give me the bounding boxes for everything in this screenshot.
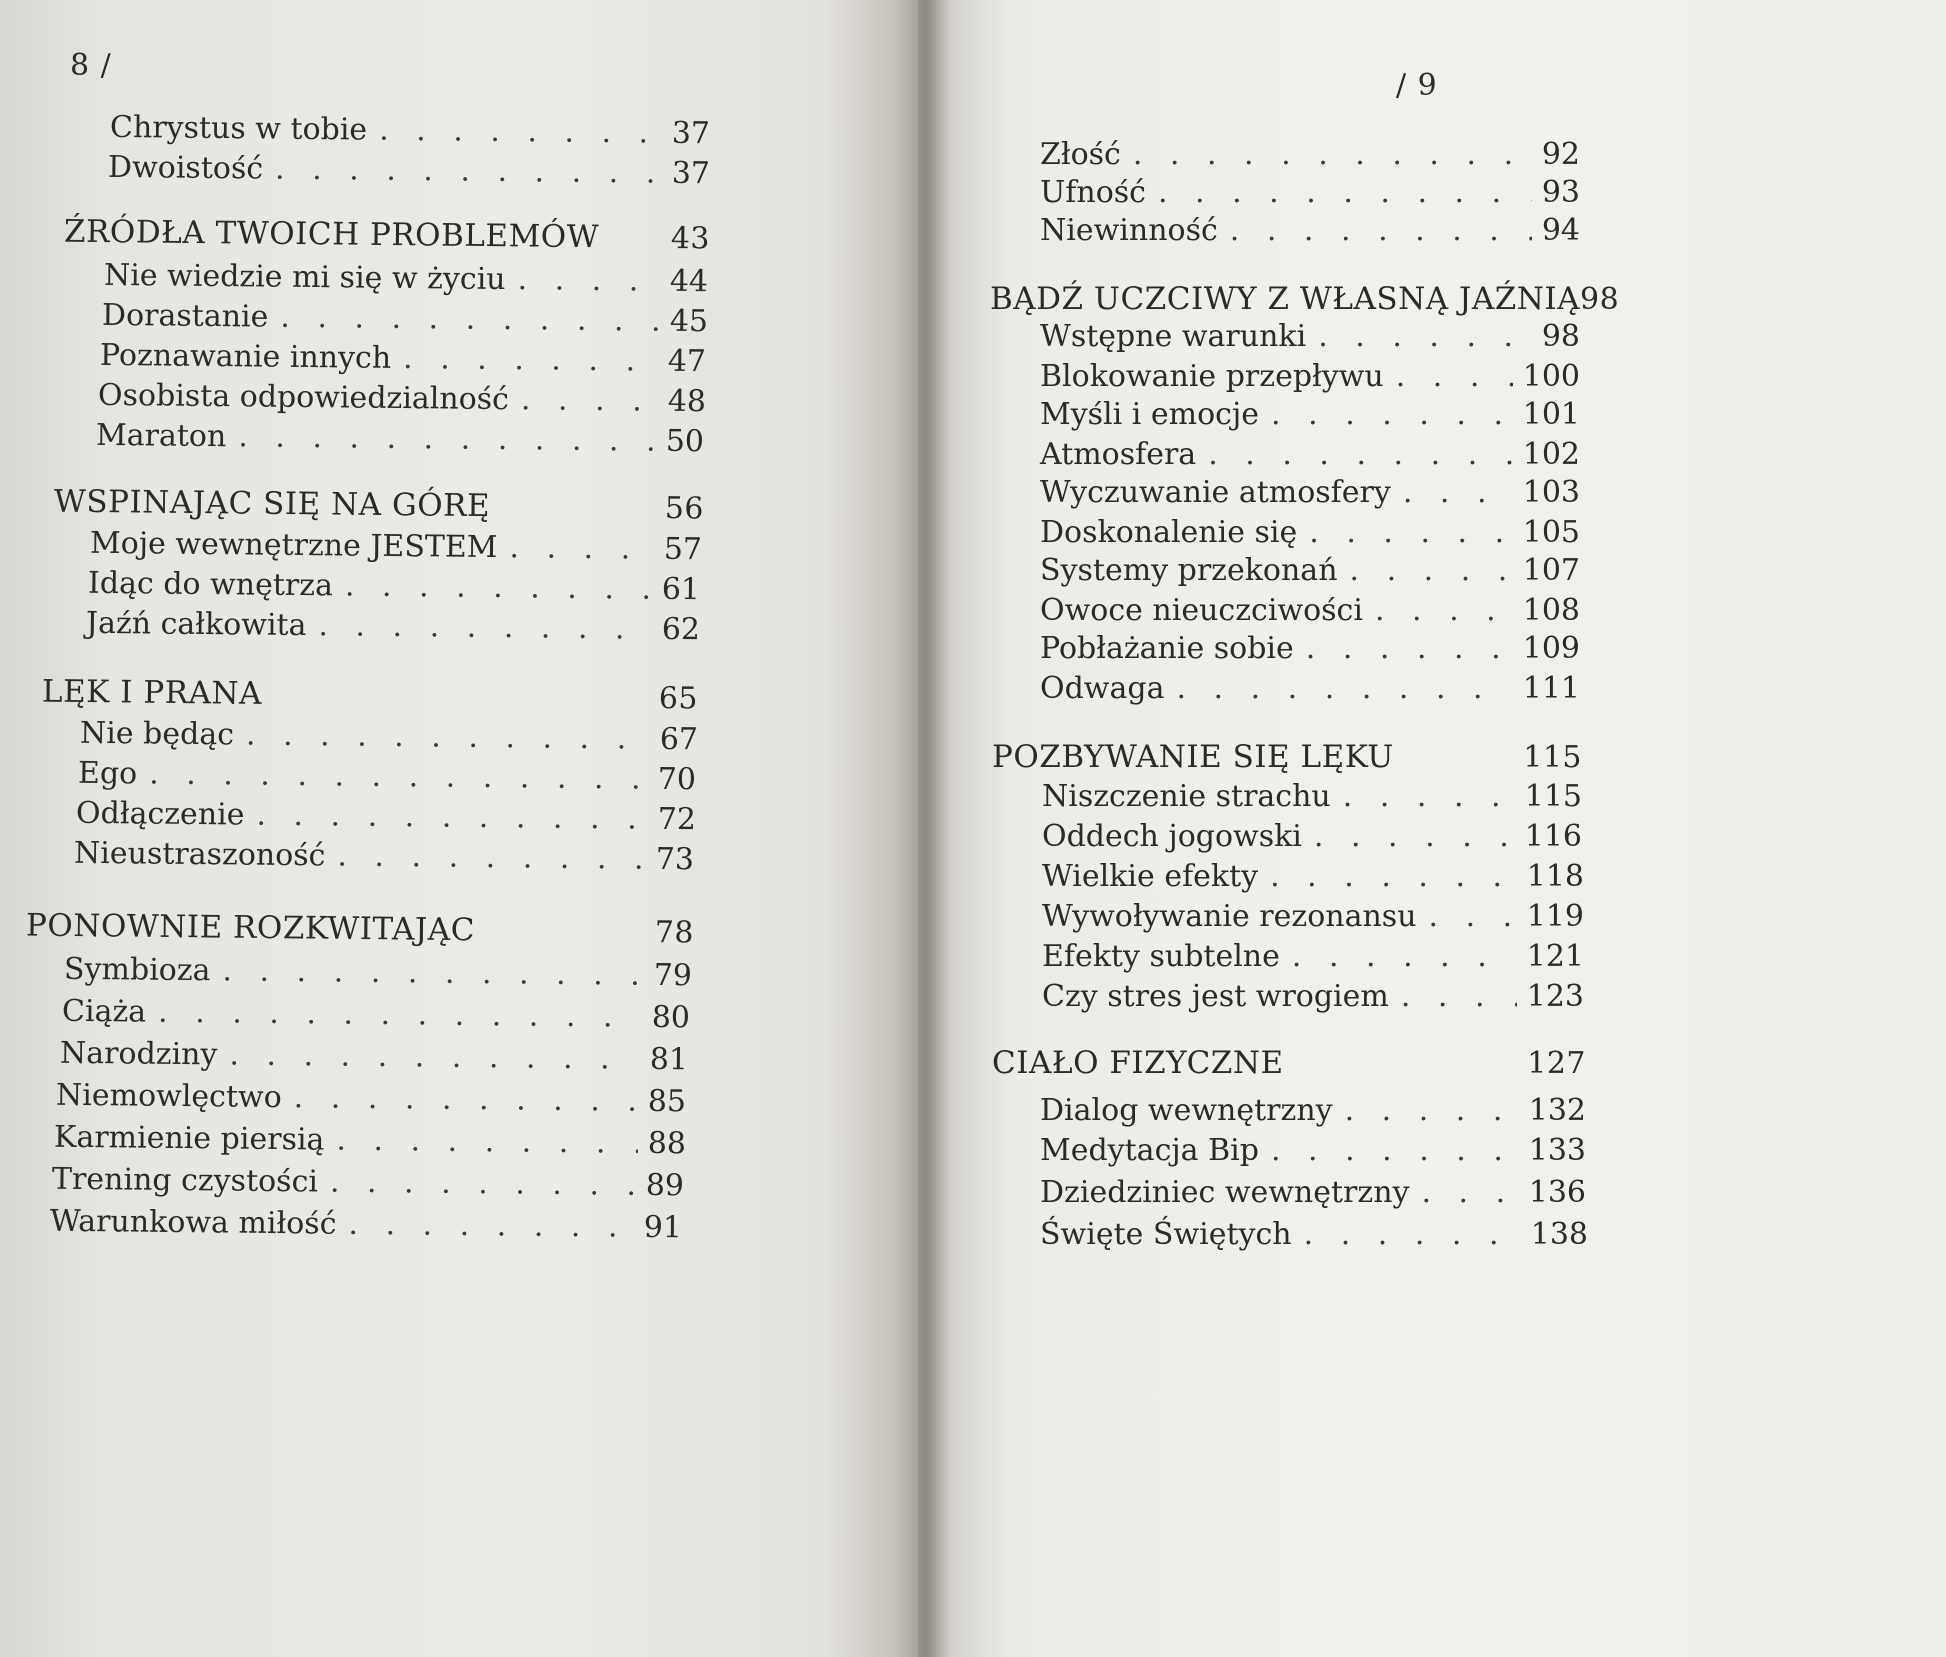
toc-entry-label: Pobłażanie sobie — [1040, 631, 1294, 666]
toc-entry — [51, 1161, 685, 1204]
toc-entry-page: 72 — [657, 801, 697, 838]
toc-entry-page: 116 — [1524, 819, 1582, 854]
section-page: 43 — [670, 220, 711, 257]
toc-entry-label: Niewinność — [1040, 213, 1218, 248]
toc-entry — [109, 109, 711, 152]
toc-entry — [1040, 593, 1580, 628]
toc-entry — [87, 565, 701, 608]
toc-entry-label: Atmosfera — [1040, 437, 1197, 472]
toc-entry-label: Systemy przekonań — [1040, 553, 1338, 588]
leader-dots — [1158, 178, 1532, 208]
toc-section-heading — [25, 907, 695, 951]
leader-dots — [345, 571, 652, 604]
leader-dots — [149, 760, 648, 795]
toc-entry — [73, 835, 695, 878]
toc-entry — [61, 993, 691, 1036]
toc-entry-label: Święte Świętych — [1040, 1217, 1292, 1252]
leader-dots — [1318, 322, 1532, 352]
section-title: WSPINAJĄC SIĘ NA GÓRĘ — [53, 483, 491, 525]
toc-entry-label: Nie wiedzie mi się w życiu — [103, 257, 506, 298]
toc-entry-page: 109 — [1522, 631, 1580, 666]
leader-dots — [521, 385, 658, 416]
toc-entry — [1040, 1093, 1586, 1128]
toc-entry-page: 70 — [657, 761, 697, 798]
toc-entry — [85, 605, 701, 648]
toc-section-heading — [990, 281, 1620, 317]
toc-entry — [1040, 359, 1580, 394]
toc-entry-label: Doskonalenie się — [1040, 515, 1298, 550]
toc-entry — [59, 1035, 689, 1078]
toc-entry-page: 123 — [1526, 979, 1584, 1014]
toc-entry-page: 105 — [1522, 515, 1580, 550]
toc-entry — [63, 951, 693, 994]
toc-entry-page: 47 — [667, 343, 707, 380]
leader-dots — [246, 721, 650, 755]
toc-entry-label: Symbioza — [63, 951, 211, 989]
toc-section-heading — [992, 1045, 1586, 1081]
toc-entry — [1042, 859, 1584, 894]
toc-entry-label: Moje wewnętrzne JESTEM — [89, 525, 498, 566]
toc-section-heading — [992, 739, 1582, 775]
toc-entry-page: 107 — [1522, 553, 1580, 588]
leader-dots — [1314, 822, 1515, 852]
toc-entry-label: Czy stres jest wrogiem — [1042, 979, 1389, 1014]
leader-dots — [1292, 942, 1517, 972]
leader-dots — [158, 998, 642, 1033]
section-page: 78 — [654, 915, 695, 951]
toc-entry — [1040, 397, 1580, 432]
leader-dots — [1270, 862, 1517, 892]
toc-entry-page: 45 — [669, 303, 709, 340]
toc-entry-label: Wywoływanie rezonansu — [1042, 899, 1417, 934]
toc-entry-page: 80 — [651, 999, 691, 1036]
leader-dots — [330, 1168, 636, 1201]
leader-dots — [1429, 902, 1517, 932]
section-page: 98 — [1580, 282, 1620, 317]
toc-entry — [107, 149, 711, 192]
toc-section-heading — [41, 673, 699, 717]
toc-entry-label: Oddech jogowski — [1042, 819, 1302, 854]
section-title: LĘK I PRANA — [41, 673, 263, 712]
leader-dots — [348, 1210, 634, 1243]
leader-dots — [280, 303, 660, 337]
toc-entry-page: 132 — [1528, 1093, 1586, 1128]
toc-entry — [1040, 1217, 1588, 1252]
section-page: 127 — [1527, 1046, 1586, 1081]
toc-entry — [99, 337, 707, 380]
toc-entry-page: 85 — [647, 1083, 687, 1120]
toc-entry-label: Wyczuwanie atmosfery — [1040, 475, 1391, 510]
toc-entry-label: Osobista odpowiedzialność — [97, 377, 510, 418]
leader-dots — [1176, 674, 1512, 704]
toc-entry-page: 73 — [655, 841, 695, 878]
toc-entry-page: 115 — [1524, 779, 1582, 814]
toc-entry-page: 102 — [1522, 437, 1580, 472]
toc-entry — [53, 1119, 687, 1162]
leader-dots — [1375, 596, 1513, 626]
toc-entry — [1040, 631, 1580, 666]
toc-entry-label: Dorastanie — [101, 297, 269, 335]
toc-entry-label: Wstępne warunki — [1040, 319, 1307, 354]
toc-entry — [75, 795, 697, 838]
leader-dots — [1208, 440, 1513, 470]
toc-entry — [77, 755, 697, 798]
toc-entry-label: Dwoistość — [107, 149, 264, 187]
leader-dots — [1306, 634, 1513, 664]
leader-dots — [1421, 1178, 1518, 1208]
toc-entry — [95, 417, 705, 460]
toc-entry — [97, 377, 707, 420]
toc-entry-page: 108 — [1522, 593, 1580, 628]
toc-entry-page: 111 — [1522, 671, 1580, 706]
toc-entry — [1040, 137, 1580, 172]
leader-dots — [379, 116, 662, 149]
toc-entry-page: 44 — [669, 263, 709, 300]
toc-entry — [1040, 515, 1580, 550]
toc-entry — [1040, 213, 1580, 248]
toc-entry-label: Dziedziniec wewnętrzny — [1040, 1175, 1410, 1210]
toc-entry-label: Medytacja Bip — [1040, 1133, 1259, 1168]
toc-entry-page: 100 — [1522, 359, 1580, 394]
section-page: 65 — [658, 681, 699, 717]
toc-entry — [1040, 1175, 1586, 1210]
toc-entry — [1040, 671, 1580, 706]
toc-entry-page: 81 — [649, 1041, 689, 1078]
toc-entry-page: 62 — [661, 611, 701, 648]
leader-dots — [1271, 400, 1513, 430]
toc-entry-page: 94 — [1541, 213, 1580, 248]
toc-entry-page: 79 — [653, 957, 693, 994]
leader-dots — [509, 533, 654, 565]
right-page — [918, 0, 1946, 1657]
toc-entry-page: 98 — [1541, 319, 1580, 354]
leader-dots — [1345, 1096, 1519, 1126]
leader-dots — [1304, 1220, 1521, 1250]
section-title: ŹRÓDŁA TWOICH PROBLEMÓW — [63, 213, 600, 256]
toc-entry-label: Karmienie piersią — [53, 1119, 325, 1158]
toc-entry — [55, 1077, 687, 1120]
toc-entry-label: Trening czystości — [51, 1161, 319, 1200]
toc-entry — [1040, 175, 1580, 210]
toc-entry — [1040, 437, 1580, 472]
leader-dots — [1309, 518, 1512, 548]
toc-entry-label: Ufność — [1040, 175, 1146, 210]
toc-section-heading — [53, 483, 705, 527]
toc-entry-page: 119 — [1526, 899, 1584, 934]
leader-dots — [1271, 1136, 1519, 1166]
toc-entry-label: Nieustraszoność — [73, 835, 326, 874]
toc-entry-label: Chrystus w tobie — [109, 109, 368, 148]
section-title: BĄDŹ UCZCIWY Z WŁASNĄ JAŹNIĄ — [990, 281, 1581, 317]
leader-dots — [337, 842, 646, 875]
leader-dots — [256, 801, 648, 835]
toc-entry-page: 57 — [663, 531, 703, 568]
section-page: 115 — [1523, 740, 1582, 775]
toc-entry-page: 91 — [643, 1209, 683, 1246]
toc-entry — [1040, 553, 1580, 588]
right-page-folio: / 9 — [1396, 68, 1438, 103]
toc-entry-label: Odłączenie — [75, 795, 245, 833]
toc-entry-label: Owoce nieuczciwości — [1040, 593, 1363, 628]
toc-entry-page: 61 — [661, 571, 701, 608]
toc-entry-label: Blokowanie przepływu — [1040, 359, 1384, 394]
toc-entry — [1040, 1133, 1586, 1168]
toc-entry-page: 136 — [1528, 1175, 1586, 1210]
leader-dots — [1396, 362, 1513, 392]
toc-entry-label: Myśli i emocje — [1040, 397, 1260, 432]
toc-entry-page: 48 — [667, 383, 707, 420]
toc-entry-label: Narodziny — [59, 1035, 218, 1073]
toc-entry-page: 92 — [1541, 137, 1580, 172]
toc-entry — [89, 525, 703, 568]
toc-entry — [1042, 899, 1584, 934]
leader-dots — [1230, 216, 1532, 246]
toc-entry-page: 103 — [1522, 475, 1580, 510]
toc-entry-page: 37 — [671, 115, 711, 152]
toc-entry-label: Warunkowa miłość — [49, 1203, 337, 1242]
leader-dots — [238, 422, 656, 456]
toc-entry-label: Maraton — [95, 417, 227, 455]
toc-entry-label: Poznawanie innych — [99, 337, 392, 376]
toc-entry-page: 37 — [671, 155, 711, 192]
leader-dots — [318, 611, 652, 644]
section-title: CIAŁO FIZYCZNE — [992, 1045, 1284, 1081]
section-page: 56 — [664, 490, 705, 527]
toc-entry-page: 50 — [665, 423, 705, 460]
toc-entry — [1042, 819, 1582, 854]
toc-entry-page: 121 — [1526, 939, 1584, 974]
toc-entry-label: Jaźń całkowita — [85, 605, 307, 644]
toc-entry — [103, 257, 709, 300]
toc-entry — [1040, 319, 1580, 354]
toc-entry — [79, 715, 699, 758]
toc-entry — [1042, 979, 1584, 1014]
toc-entry-page: 118 — [1526, 859, 1584, 894]
leader-dots — [403, 344, 658, 377]
toc-entry-label: Ciąża — [61, 993, 147, 1030]
toc-entry-page: 133 — [1528, 1133, 1586, 1168]
toc-entry-label: Nie będąc — [79, 715, 235, 753]
leader-dots — [275, 155, 662, 189]
toc-entry — [1042, 939, 1584, 974]
toc-entry-page: 138 — [1530, 1217, 1588, 1252]
left-page-folio: 8 / — [70, 48, 112, 83]
toc-entry-page: 67 — [659, 721, 699, 758]
leader-dots — [1343, 782, 1515, 812]
leader-dots — [1133, 140, 1532, 170]
toc-entry — [1042, 779, 1582, 814]
toc-entry-page: 93 — [1541, 175, 1580, 210]
toc-entry-label: Odwaga — [1040, 671, 1165, 706]
leader-dots — [294, 1083, 638, 1117]
leader-dots — [222, 956, 644, 990]
leader-dots — [517, 265, 660, 296]
leader-dots — [229, 1040, 640, 1074]
section-title: PONOWNIE ROZKWITAJĄC — [25, 907, 476, 949]
toc-entry — [1040, 475, 1580, 510]
toc-entry-label: Ego — [77, 755, 138, 792]
toc-entry-page: 101 — [1522, 397, 1580, 432]
toc-entry-label: Efekty subtelne — [1042, 939, 1280, 974]
toc-entry — [49, 1203, 683, 1246]
toc-entry-page: 88 — [647, 1125, 687, 1162]
left-page — [0, 0, 918, 1657]
toc-entry-label: Wielkie efekty — [1042, 859, 1259, 894]
toc-entry-label: Złość — [1040, 137, 1121, 172]
leader-dots — [1401, 982, 1517, 1012]
toc-entry-label: Dialog wewnętrzny — [1040, 1093, 1333, 1128]
toc-entry-page: 89 — [645, 1167, 685, 1204]
toc-section-heading — [63, 213, 711, 257]
toc-entry-label: Niszczenie strachu — [1042, 779, 1331, 814]
section-title: POZBYWANIE SIĘ LĘKU — [992, 739, 1394, 775]
leader-dots — [1350, 556, 1513, 586]
leader-dots — [1403, 478, 1513, 508]
toc-entry — [101, 297, 709, 340]
toc-entry-label: Niemowlęctwo — [55, 1077, 282, 1116]
leader-dots — [336, 1126, 638, 1159]
toc-entry-label: Idąc do wnętrza — [87, 565, 334, 604]
